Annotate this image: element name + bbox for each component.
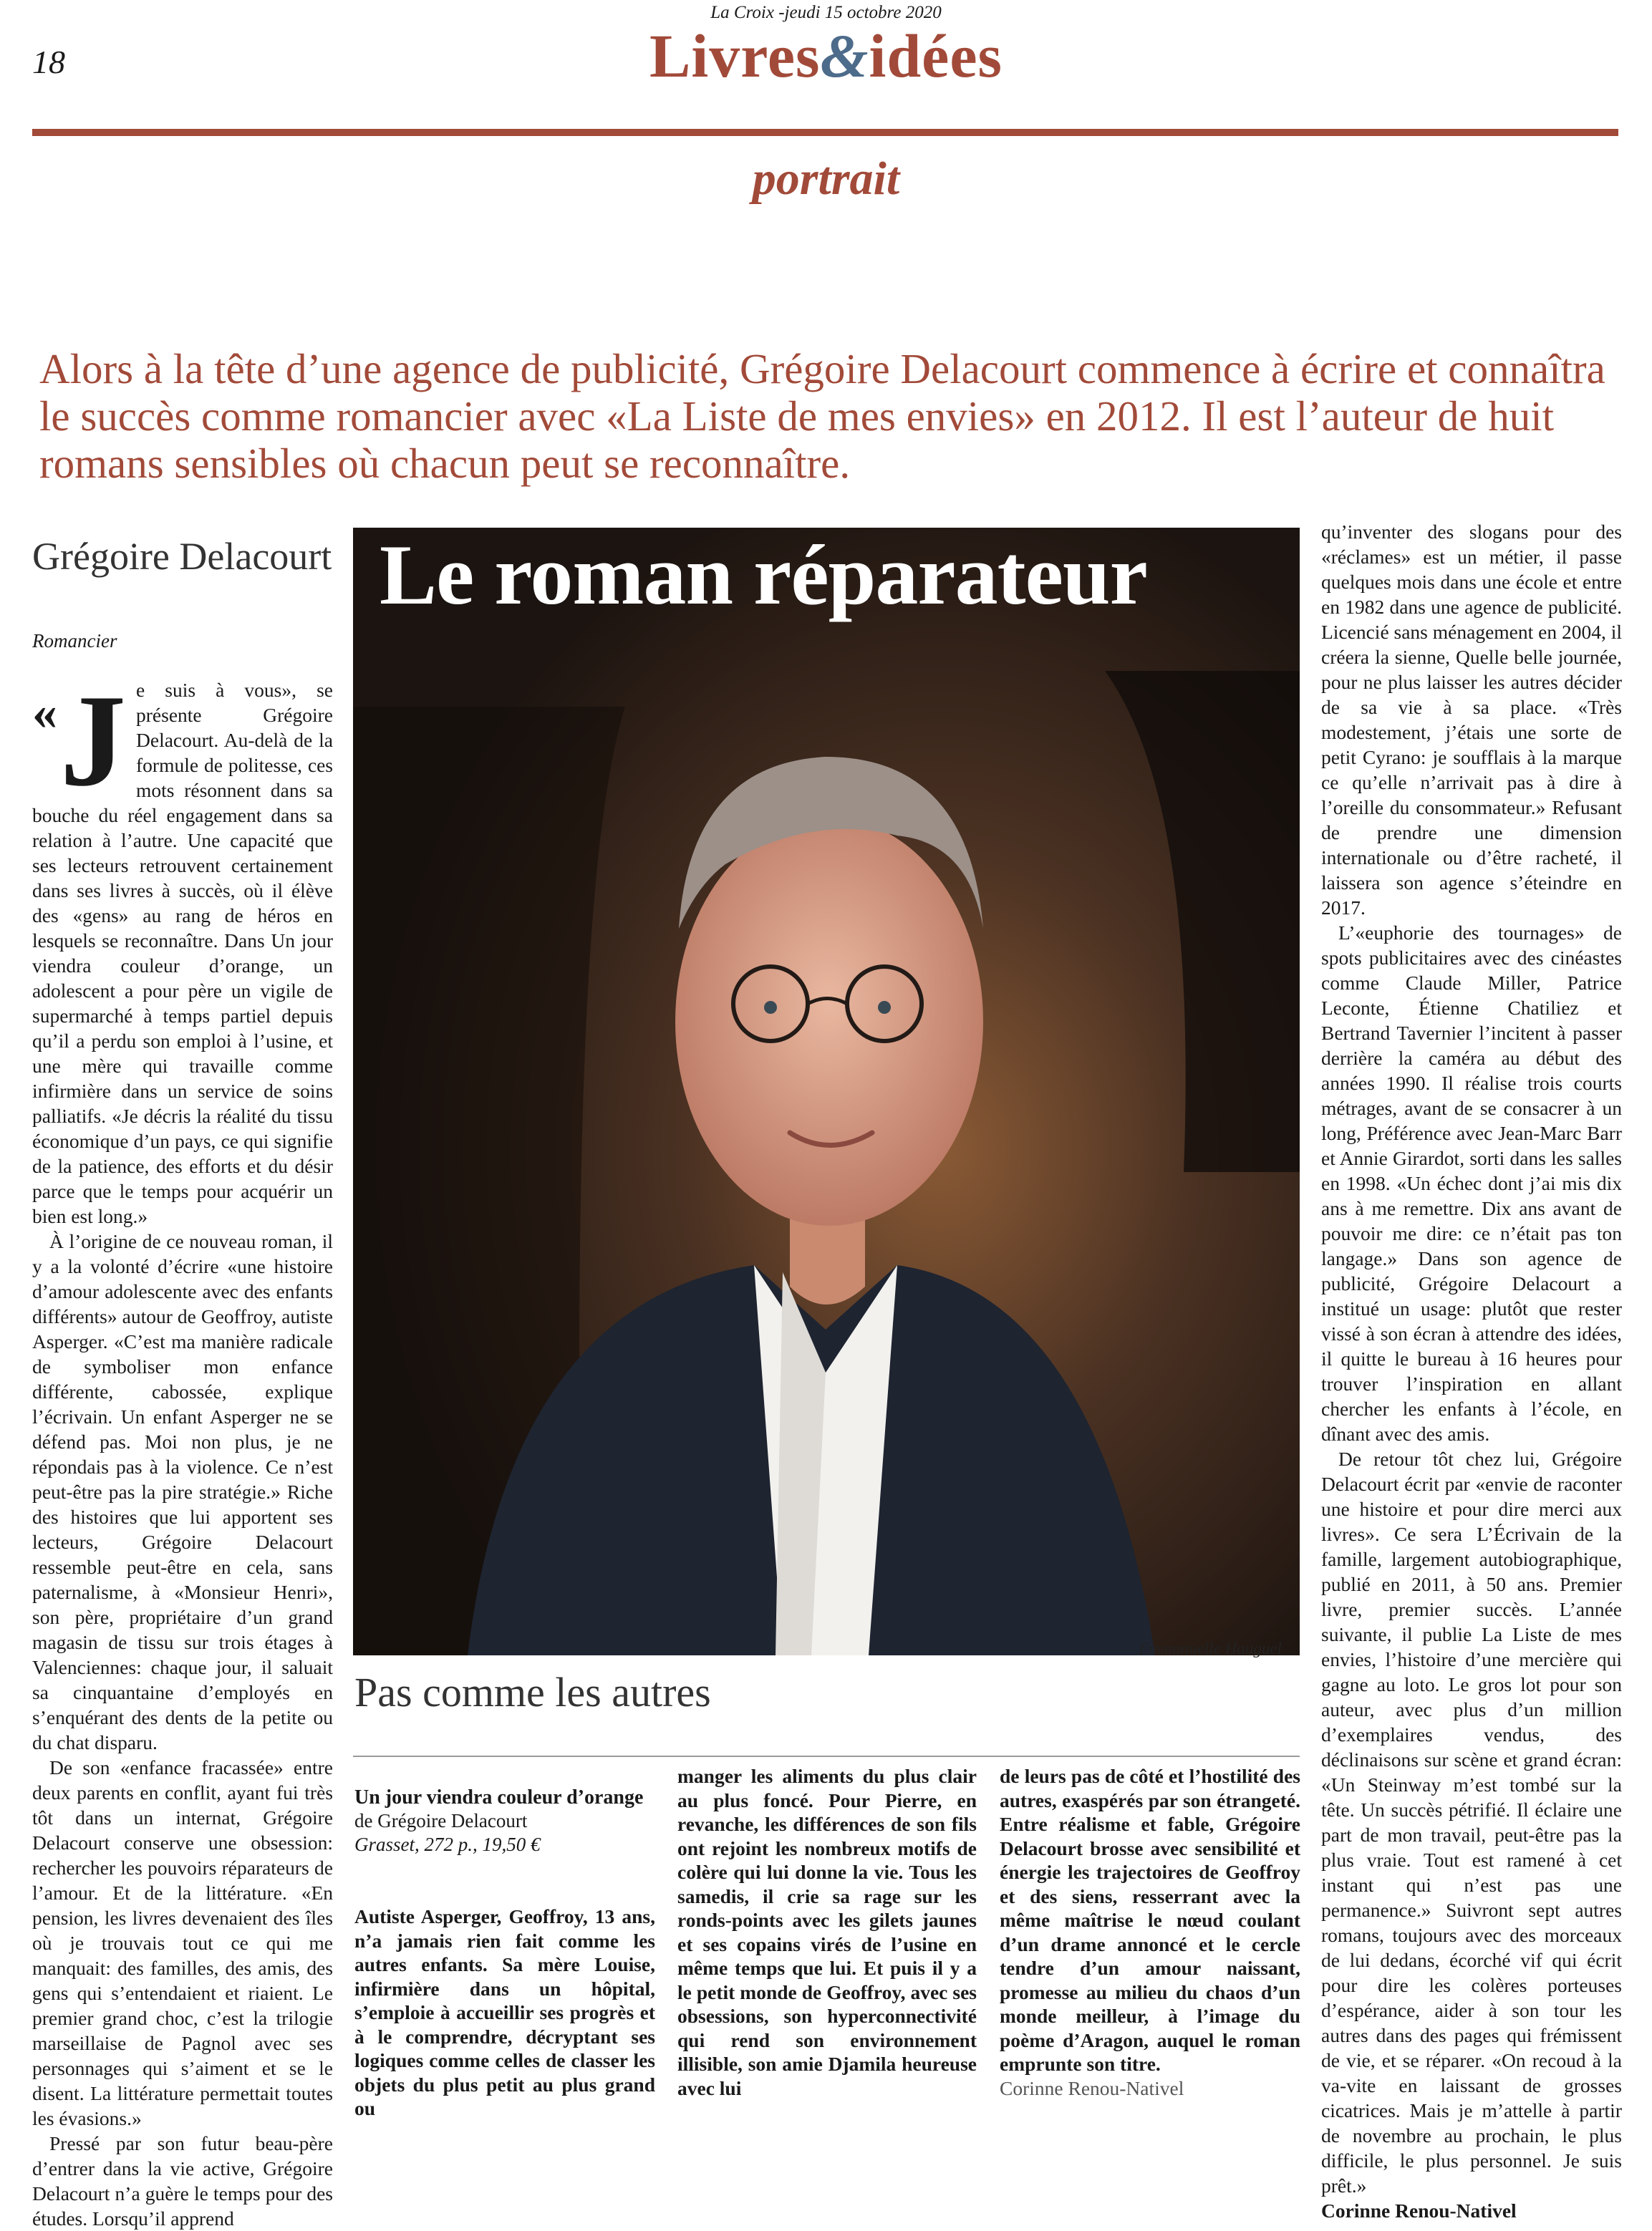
article-column-left: [32, 667, 333, 2230]
portrait-photo: [353, 528, 1300, 1655]
book-info: [354, 1786, 655, 1857]
review-paragraph: de leurs pas de côté et l’hostilité des autres, exaspérés par son étrangeté. Entre réalisme et fable, Grégoire Delacourt brosse avec sensibilité et énergie les trajectoires de Geoffroy et des siens, resserrant avec la même maîtrise le nœud coulant d’un drame annoncé et le cercle tendre d’un amour naissant, promesse au milieu du chaos d’un monde meilleur, à l’image du poème d’Aragon, auquel le roman emprunte son titre.: [1000, 1765, 1300, 2075]
review-signature: Corinne Renou-Nativel: [1000, 2076, 1184, 2099]
article-paragraph: De son «enfance fracassée» entre deux parents en conflit, ayant fui très tôt dans un internat, Grégoire Delacourt conserve une obsession: rechercher les pouvoirs réparateurs de l’amour. Et de la littérature. «En pension, les livres devenaient des îles où je trouvais tout ce qui me manquait: des familles, des amis, des gens qui s’entendaient et riaient. Le premier grand choc, c’est la trilogie marseillaise de Pagnol avec ses personnages qui s’aiment et se le disent. La littérature permettait toutes les évasions.»: [32, 1756, 333, 2129]
masthead-ampersand: &: [820, 21, 869, 90]
portrait-illustration: [353, 528, 1300, 1655]
lead-quote-mark: «: [32, 685, 57, 740]
section-label: portrait: [752, 153, 900, 205]
standfirst: Alors à la tête d’une agence de publicité, Grégoire Delacourt commence à écrire et connaîtra le succès comme romancier avec «La Liste de mes envies» en 2012. Il est l’auteur de huit romans sensibles où chacun peut se reconnaître.: [39, 345, 1605, 487]
author-role: Romancier: [32, 630, 117, 652]
book-title: Un jour viendra couleur d’orange: [354, 1786, 644, 1809]
author-name: Grégoire Delacourt: [32, 535, 332, 578]
article-paragraph: Pressé par son futur beau-père d’entrer dans la vie active, Grégoire Delacourt n’a guère le temps pour des études. Lorsqu’il apprend: [32, 2132, 333, 2230]
review-column-3: [1000, 1764, 1300, 2120]
article-paragraph: De retour tôt chez lui, Grégoire Delacourt écrit par «envie de raconter une histoire et pour dire merci aux livres». Ce sera L’Écrivain de la famille, largement autobiographique, publié en 2011, à 50 ans. Premier livre, premier succès. L’année suivante, il publie La Liste de mes envies, l’histoire d’une mercière qui gagne au loto. Le gros lot pour son auteur, avec plus d’un million d’exemplaires vendus, des déclinaisons sur scène et grand écran: «Un Steinway m’est tombé sur la tête. Un succès pétrifié. Il éclaire une part de mon travail, peut-être pas la plus vraie. Tout est ramené à cet instant qui n’est pas une permanence.» Suivront sept autres romans, toujours avec des morceaux de lui dedans, écorché vif qui écrit pour dire les colères porteuses d’espérance, aider à son tour les autres dans des pages qui frémissent de vie, et se réparer. «On recoud à la va-vite en laissant de grosses cicatrices. Mais je m’attelle à partir de novembre au prochain, le plus difficile, le plus personnel. Je suis prêt.»: [1321, 1448, 1622, 2197]
article-column-right: [1321, 519, 1622, 2222]
review-paragraph: Autiste Asperger, Geoffroy, 13 ans, n’a jamais rien fait comme les autres enfants. Sa mère Louise, infirmière dans un hôpital, s’emploie à accueillir ses progrès et à le comprendre, décryptant ses logiques comme celles de classer les objets du plus petit au plus grand ou: [354, 1905, 655, 2119]
masthead-rule: [32, 129, 1618, 136]
review-paragraph: manger les aliments du plus clair au plus foncé. Pour Pierre, en revanche, les différences de son fils ont rejoint les nombreux motifs de colère qui lui donne la vie. Tous les samedis, il crie sa rage sur les ronds-points avec les gilets jaunes et ses copains virés de l’usine en même temps que lui. Et puis il y a le petit monde de Geoffroy, avec ses obsessions, son hyperconnectivité qui rend son environnement illisible, son amie Djamila heureuse avec lui: [677, 1765, 977, 2099]
review-heading: Pas comme les autres: [354, 1669, 711, 1715]
book-author: de Grégoire Delacourt: [354, 1810, 528, 1831]
masthead-title: [0, 20, 1652, 92]
article-signature: Corinne Renou-Nativel: [1321, 2199, 1517, 2222]
review-column-2: [677, 1764, 977, 2120]
masthead-title-part1: Livres: [649, 21, 821, 90]
review-column-1: [354, 1905, 655, 2119]
article-paragraph: À l’origine de ce nouveau roman, il y a la volonté d’écrire «une histoire d’amour adolescente avec des enfants différents» autour de Geoffroy, autiste Asperger. «C’est ma manière radicale de symboliser mon enfance différente, cabossée, explique l’écrivain. Un enfant Asperger ne se défend pas. Moi non plus, je ne répondais pas à la violence. Ce n’est peut-être pas la pire stratégie.» Riche des histoires que lui apportent ses lecteurs, Grégoire Delacourt ressemble peut-être en cela, sans paternalisme, à «Monsieur Henri», son père, propriétaire d’un grand magasin de tissu sur trois étages à Valenciennes: chaque jour, il saluait sa cinquantaine d’employés en s’enquérant des dents de la petite ou du chat disparu.: [32, 1230, 333, 1753]
masthead-title-part2: idées: [869, 21, 1003, 90]
dropcap: J: [60, 667, 126, 813]
article-paragraph: L’«euphorie des tournages» de spots publicitaires avec des cinéastes comme Claude Miller, Patrice Leconte, Étienne Chatiliez et Bertrand Tavernier l’incitent à passer derrière la caméra au début des années 1990. Il réalise trois courts métrages, avant de se consacrer à un long, Préférence avec Jean-Marc Barr et Annie Girardot, sorti dans les salles en 1998. «Un échec dont j’ai mis dix ans à me remettre. Dix ans avant de pouvoir me dire: ce n’était pas ton langage.» Dans son agence de publicité, Grégoire Delacourt a institué un usage: plutôt que rester vissé à son écran à attendre des idées, il quitte le bureau à 16 heures pour trouver l’inspiration en allant chercher les enfants à l’école, en dînant avec des amis.: [1321, 921, 1622, 1445]
page-number: 18: [32, 44, 65, 80]
masthead-date: La Croix -jeudi 15 octobre 2020: [710, 3, 942, 22]
article-paragraph: e suis à vous», se présente Grégoire Delacourt. Au-delà de la formule de politesse, ces mots résonnent dans sa bouche du réel engagement dans sa relation à l’autre. Une capacité que ses lecteurs retrouvent certainement dans ses livres à succès, où il élève des «gens» au rang de héros en lesquels se reconnaître. Dans Un jour viendra couleur d’orange, un adolescent a pour père un vigile de supermarché à temps partiel depuis qu’il a perdu son emploi à l’usine, et une mère qui travaille comme infirmière dans un service de soins palliatifs. «Je décris la réalité du tissu économique d’un pays, ce qui signifie de la patience, des efforts et du désir parce que le temps pour acquérir un bien est long.»: [32, 679, 333, 1227]
review-rule: [353, 1756, 1300, 1757]
book-publisher: Grasset, 272 p., 19,50 €: [354, 1834, 541, 1855]
article-headline: Le roman réparateur: [380, 527, 1147, 622]
photo-credit: Emmanuelle Hauguel: [1139, 1640, 1282, 1657]
article-paragraph: qu’inventer des slogans pour des «réclames» est un métier, il passe quelques mois dans une école et entre en 1982 dans une agence de publicité. Licencié sans ménagement en 2004, il créera la sienne, Quelle belle journée, pour ne plus laisser les autres décider de sa vie à sa place. «Très modestement, j’étais une sorte de petit Cyrano: je soufflais à la marque ce qu’elle n’arrivait pas à dire à l’oreille du consommateur.» Refusant de prendre une dimension internationale ou d’être racheté, il laissera son agence s’éteindre en 2017.: [1321, 521, 1622, 919]
